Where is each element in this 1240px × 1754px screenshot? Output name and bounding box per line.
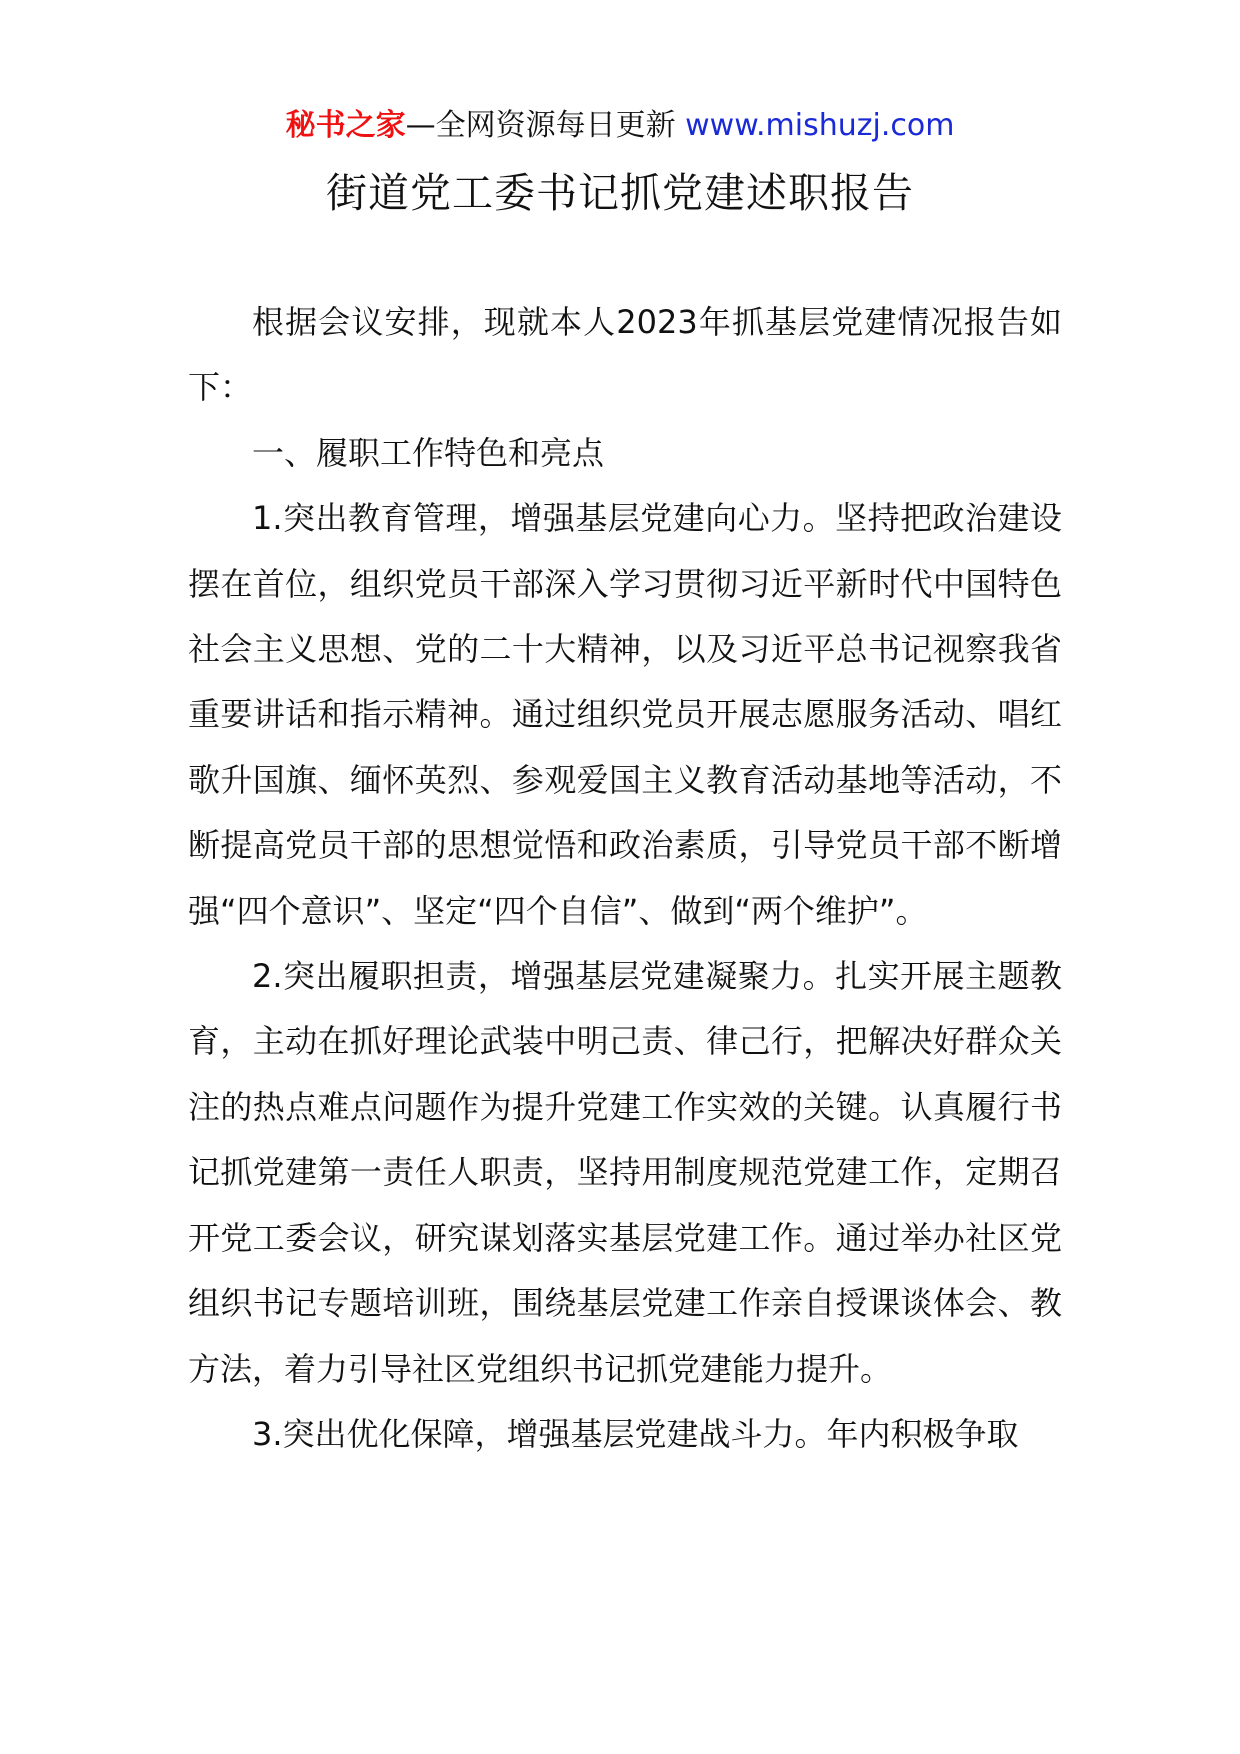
site-header <box>0 104 1240 148</box>
document-body <box>188 290 1062 1467</box>
body-paragraph: 3.突出优化保障，增强基层党建战斗力。年内积极争取 <box>252 1414 1019 1453</box>
body-paragraph: 2.突出履职担责，增强基层党建凝聚力。扎实开展主题教育，主动在抓好理论武装中明己责、律己行，把解决好群众关注的热点难点问题作为提升党建工作实效的关键。认真履行书记抓党建第一责任人职责，坚持用制度规范党建工作，定期召开党工委会议，研究谋划落实基层党建工作。通过举办社区党组织书记专题培训班，围绕基层党建工作亲自授课谈体会、教方法，着力引导社区党组织书记抓党建能力提升。 <box>188 957 1062 1388</box>
section-heading: 一、履职工作特色和亮点 <box>252 433 605 472</box>
header-tagline: —全网资源每日更新 <box>405 108 676 143</box>
brand-name: 秘书之家 <box>285 108 406 143</box>
intro-paragraph: 根据会议安排，现就本人2023年抓基层党建情况报告如下： <box>188 303 1062 407</box>
document-title: 街道党工委书记抓党建述职报告 <box>326 169 914 217</box>
body-paragraph: 1.突出教育管理，增强基层党建向心力。坚持把政治建设摆在首位，组织党员干部深入学习贯彻习近平新时代中国特色社会主义思想、党的二十大精神，以及习近平总书记视察我省重要讲话和指示精神。通过组织党员开展志愿服务活动、唱红歌升国旗、缅怀英烈、参观爱国主义教育活动基地等活动，不断提高党员干部的思想觉悟和政治素质，引导党员干部不断增强“四个意识”、坚定“四个自信”、做到“两个维护”。 <box>188 499 1062 930</box>
site-url-link[interactable]: www.mishuzj.com <box>685 108 955 143</box>
